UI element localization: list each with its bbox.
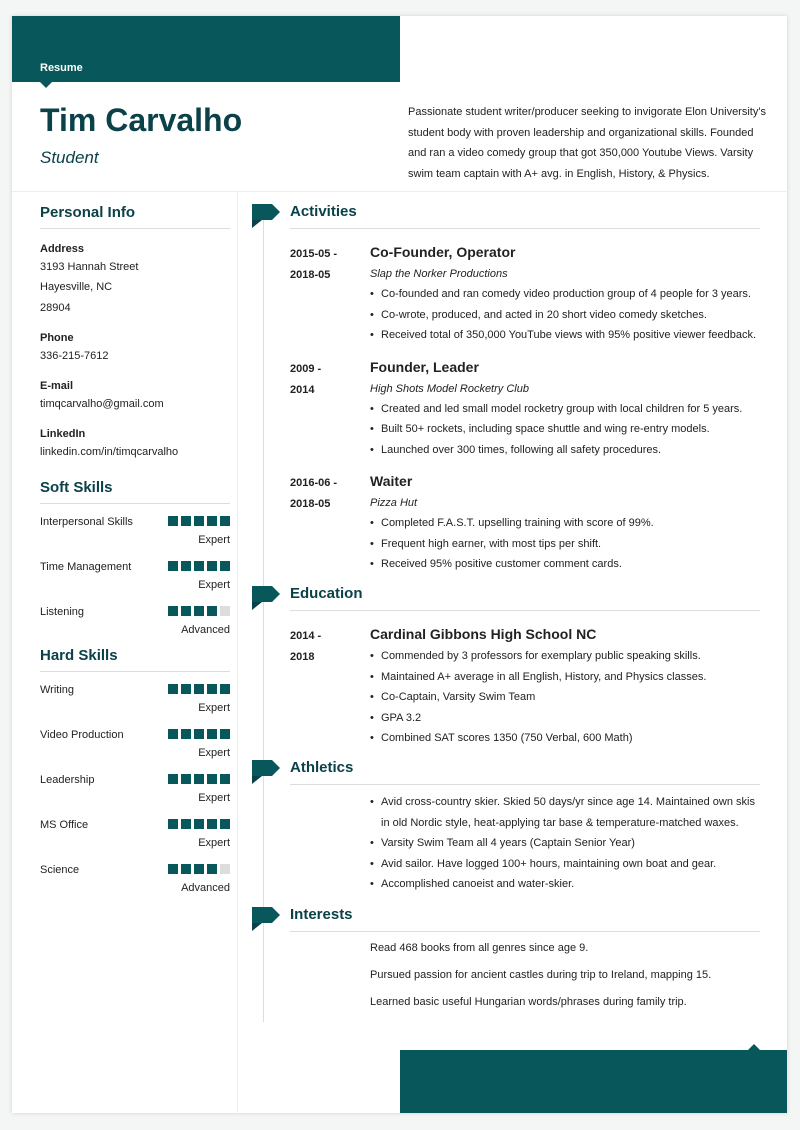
entry-organization: Pizza Hut — [370, 497, 418, 509]
activities-title: Activities — [290, 203, 357, 220]
personal-info-title: Personal Info — [40, 204, 136, 221]
field-value: 3193 Hannah Street — [40, 261, 139, 273]
hard-skills-title: Hard Skills — [40, 646, 118, 664]
rating-square — [207, 819, 217, 829]
rating-square — [194, 729, 204, 739]
rating-square — [168, 819, 178, 829]
rating-square — [220, 561, 230, 571]
rating-square — [194, 606, 204, 616]
bullet: • Co-wrote, produced, and acted in 20 short video comedy sketches. — [370, 305, 760, 326]
skill-level: Expert — [198, 746, 230, 759]
bullet: • Avid cross-country skier. Skied 50 days/yr since age 14. Maintained own skis in old Nordic style, heat-applying tar base & temperature-matched waxes. — [370, 792, 760, 833]
entry-title: Founder, Leader — [370, 358, 479, 375]
flag-icon — [252, 760, 272, 776]
skill-item — [40, 678, 230, 723]
personal-info — [40, 241, 230, 463]
education-title: Education — [290, 585, 363, 602]
skill-level: Expert — [198, 701, 230, 714]
skill-rating — [168, 774, 230, 784]
skill-item — [40, 768, 230, 813]
field-value: 28904 — [40, 301, 71, 314]
skill-name: Listening — [40, 605, 85, 618]
bullet: • GPA 3.2 — [370, 708, 760, 729]
rating-square — [194, 516, 204, 526]
rating-square — [207, 864, 217, 874]
rating-square — [168, 606, 178, 616]
start-date: 2009 - — [290, 362, 322, 375]
rating-square — [220, 729, 230, 739]
rating-square — [181, 606, 191, 616]
resume-label: Resume — [40, 62, 83, 74]
skill-name: Leadership — [40, 773, 95, 786]
skill-item — [40, 600, 230, 645]
entry — [290, 355, 760, 461]
skill-level: Expert — [198, 791, 230, 804]
skill-rating — [168, 606, 230, 616]
rating-square — [220, 864, 230, 874]
skill-level: Advanced — [181, 881, 230, 894]
skill-name: MS Office — [40, 818, 89, 831]
rating-square — [168, 864, 178, 874]
entry-dates — [290, 473, 360, 515]
rating-square — [220, 819, 230, 829]
skill-name: Interpersonal Skills — [40, 515, 133, 528]
notch-decoration — [40, 82, 52, 88]
bullet: • Received 95% positive customer comment cards. — [370, 554, 760, 575]
skill-item — [40, 510, 230, 555]
bullet: • Launched over 300 times, following all safety procedures. — [370, 440, 760, 461]
rating-square — [194, 864, 204, 874]
bullet: • Created and led small model rocketry group with local children for 5 years. — [370, 399, 760, 420]
rating-square — [207, 729, 217, 739]
bullet: • Varsity Swim Team all 4 years (Captain Senior Year) — [370, 833, 760, 854]
skill-item — [40, 858, 230, 903]
skill-item — [40, 723, 230, 768]
entry-body — [370, 240, 760, 346]
left-column — [40, 202, 230, 903]
soft-skills-list — [40, 510, 230, 645]
skill-rating — [168, 864, 230, 874]
end-date: 2018 — [290, 651, 315, 663]
rating-square — [168, 684, 178, 694]
entry-title: Co-Founder, Operator — [370, 244, 516, 260]
rating-square — [168, 516, 178, 526]
skill-item — [40, 555, 230, 600]
field-value: 336-215-7612 — [40, 349, 109, 362]
section-divider — [290, 931, 760, 932]
bullet: • Received total of 350,000 YouTube views with 95% positive viewer feedback. — [370, 325, 760, 346]
rating-square — [207, 606, 217, 616]
rating-square — [220, 684, 230, 694]
entry — [290, 622, 760, 749]
rating-square — [194, 561, 204, 571]
footer-band — [400, 1050, 787, 1113]
skill-name: Time Management — [40, 560, 132, 573]
bullet: • Co-founded and ran comedy video production group of 4 people for 3 years. — [370, 284, 760, 305]
interests-title: Interests — [290, 906, 353, 923]
field-value: linkedin.com/in/timqcarvalho — [40, 446, 179, 459]
bullet: • Combined SAT scores 1350 (750 Verbal, 600 Math) — [370, 728, 760, 749]
rating-square — [181, 819, 191, 829]
entry-title: Cardinal Gibbons High School NC — [370, 626, 597, 642]
field-value: Hayesville, NC — [40, 281, 113, 294]
rating-square — [220, 774, 230, 784]
skill-rating — [168, 561, 230, 571]
interest-item: Pursued passion for ancient castles during trip to Ireland, mapping 15. — [370, 969, 712, 981]
skill-rating — [168, 684, 230, 694]
skill-name: Writing — [40, 683, 75, 696]
entry — [290, 240, 760, 346]
rating-square — [168, 729, 178, 739]
bullet: • Commended by 3 professors for exemplary public speaking skills. — [370, 646, 760, 667]
end-date: 2014 — [290, 383, 315, 396]
entry-body — [370, 622, 760, 749]
rating-square — [168, 774, 178, 784]
rating-square — [168, 561, 178, 571]
start-date: 2016-06 - — [290, 477, 338, 489]
skill-level: Expert — [198, 578, 230, 591]
skill-name: Science — [40, 863, 80, 876]
skill-level: Expert — [198, 533, 230, 546]
rating-square — [220, 516, 230, 526]
field-label: Address — [40, 243, 85, 255]
rating-square — [181, 684, 191, 694]
section-divider — [290, 228, 760, 229]
field-label: E-mail — [40, 380, 74, 393]
skill-rating — [168, 729, 230, 739]
entry-body — [370, 355, 760, 461]
bullet: • Co-Captain, Varsity Swim Team — [370, 687, 760, 708]
field-label: LinkedIn — [40, 428, 86, 441]
skill-rating — [168, 516, 230, 526]
rating-square — [181, 561, 191, 571]
hard-skills-list — [40, 678, 230, 903]
rating-square — [194, 774, 204, 784]
entry-dates — [290, 244, 360, 286]
rating-square — [207, 516, 217, 526]
skill-rating — [168, 819, 230, 829]
skill-item — [40, 813, 230, 858]
bullet: • Frequent high earner, with most tips per shift. — [370, 534, 760, 555]
section-divider — [40, 671, 230, 672]
start-date: 2015-05 - — [290, 248, 338, 260]
bullet: • Maintained A+ average in all English, History, and Physics classes. — [370, 667, 760, 688]
rating-square — [207, 684, 217, 694]
entry-organization: Slap the Norker Productions — [370, 268, 508, 280]
bullet: • Avid sailor. Have logged 100+ hours, maintaining own boat and gear. — [370, 854, 760, 875]
soft-skills-title: Soft Skills — [40, 478, 113, 496]
interest-item: Read 468 books from all genres since age 9. — [370, 942, 589, 954]
bullet: • Built 50+ rockets, including space shuttle and wing re-entry models. — [370, 419, 760, 440]
candidate-role: Student — [40, 148, 99, 167]
field-value: timqcarvalho@gmail.com — [40, 398, 164, 411]
entry-dates — [290, 359, 360, 401]
flag-icon — [252, 907, 272, 923]
rating-square — [194, 819, 204, 829]
entry-body — [370, 469, 760, 575]
athletics-title: Athletics — [290, 759, 354, 776]
rating-square — [207, 774, 217, 784]
rating-square — [207, 561, 217, 571]
rating-square — [181, 729, 191, 739]
field-label: Phone — [40, 331, 74, 344]
rating-square — [220, 606, 230, 616]
divider — [12, 191, 787, 192]
rating-square — [181, 864, 191, 874]
end-date: 2018-05 — [290, 269, 331, 281]
start-date: 2014 - — [290, 630, 322, 642]
bullet: • Accomplished canoeist and water-skier. — [370, 874, 760, 895]
skill-name: Video Production — [40, 728, 124, 741]
flag-icon — [252, 586, 272, 602]
entry-dates — [290, 626, 360, 668]
timeline-line — [263, 220, 264, 1022]
entry-organization: High Shots Model Rocketry Club — [370, 382, 529, 395]
candidate-name: Tim Carvalho — [40, 102, 243, 138]
section-divider — [40, 503, 230, 504]
rating-square — [181, 774, 191, 784]
entry — [290, 469, 760, 575]
bullet: • Completed F.A.S.T. upselling training with score of 99%. — [370, 513, 760, 534]
divider — [237, 191, 238, 1113]
summary: Passionate student writer/producer seeking to invigorate Elon University's student body with proven leadership and organizational skills. Founded and ran a video comedy group that got 350,000 Youtube Views. Varsity swim team captain with A+ avg. in English, History, & Physics. — [408, 106, 766, 180]
entry-title: Waiter — [370, 473, 413, 489]
section-divider — [290, 784, 760, 785]
rating-square — [181, 516, 191, 526]
section-divider — [40, 228, 230, 229]
resume-page — [12, 16, 787, 1113]
end-date: 2018-05 — [290, 498, 331, 510]
skill-level: Advanced — [181, 623, 230, 636]
interest-item: Learned basic useful Hungarian words/phrases during family trip. — [370, 996, 687, 1008]
skill-level: Expert — [198, 836, 230, 849]
section-divider — [290, 610, 760, 611]
rating-square — [194, 684, 204, 694]
flag-icon — [252, 204, 272, 220]
